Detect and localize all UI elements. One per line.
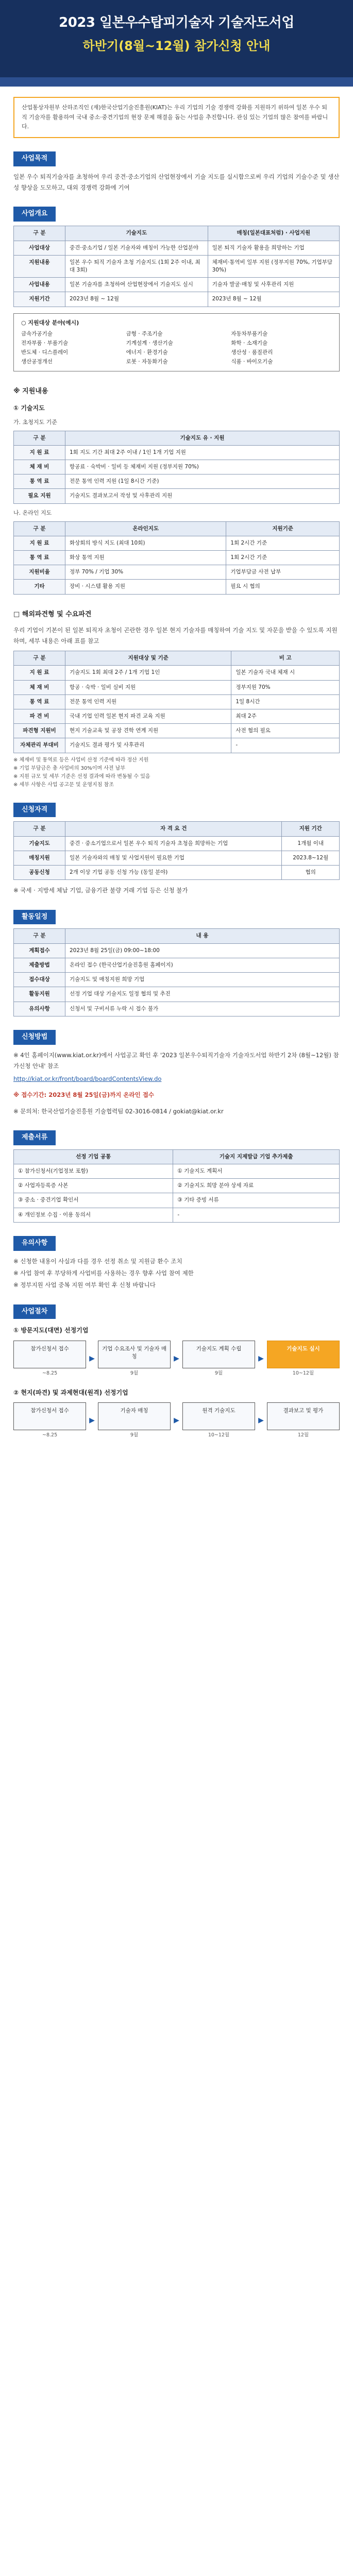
section-tag: 신청방법 bbox=[13, 1030, 56, 1045]
table-cell: 2023년 8월 25일(금) 09:00~18:00 bbox=[65, 943, 340, 958]
field-item: 식품 · 바이오기술 bbox=[231, 359, 273, 365]
flow-step: 참가신청서 접수 bbox=[13, 1341, 86, 1368]
table-row bbox=[14, 724, 340, 738]
documents-table bbox=[13, 1149, 340, 1223]
section-tag: 유의사항 bbox=[13, 1236, 56, 1251]
overview-table bbox=[13, 226, 340, 307]
flow-step: 기술자 매칭 bbox=[98, 1402, 171, 1430]
row-label: 기술지도 bbox=[14, 836, 65, 851]
row-label: 접수대상 bbox=[14, 973, 65, 987]
section-support bbox=[0, 387, 353, 594]
table-cell: 기술지도 1회 최대 2주 / 1개 기업 1인 bbox=[65, 666, 231, 680]
support-sub1b: 나. 온라인 지도 bbox=[13, 509, 52, 516]
table-cell: 전문 통역 인력 지원 bbox=[65, 694, 231, 709]
table-cell: - bbox=[173, 1208, 340, 1222]
section-tag: 신청자격 bbox=[13, 803, 56, 818]
table-row bbox=[14, 666, 340, 680]
row-label: 공동신청 bbox=[14, 866, 65, 880]
section-tag: 활동일정 bbox=[13, 910, 56, 925]
table-cell: 선정 기업 대상 기술지도 일정 협의 및 추진 bbox=[65, 987, 340, 1002]
table-cell: 중견 · 중소기업으로서 일본 우수 퇴직 기술자 초청을 희망하는 기업 bbox=[65, 836, 282, 851]
row-label: 계획접수 bbox=[14, 943, 65, 958]
support-table-1 bbox=[13, 431, 340, 504]
row-label: 파견형 지원비 bbox=[14, 724, 65, 738]
flow-step-wrap bbox=[13, 1341, 86, 1377]
table-cell: 화상회의 방식 지도 (최대 10회) bbox=[65, 536, 226, 550]
table-header: 기술지도 bbox=[65, 226, 208, 241]
row-label: 지 원 료 bbox=[14, 666, 65, 680]
table-cell: - bbox=[231, 738, 340, 753]
field-item: 생산성 · 품질관리 bbox=[231, 349, 273, 355]
section-caution bbox=[0, 1223, 353, 1291]
table-row bbox=[14, 536, 340, 550]
row-label: 통 역 료 bbox=[14, 474, 65, 489]
table-header: 내 용 bbox=[65, 929, 340, 943]
eligibility-note: ※ 국세 · 지방세 체납 기업, 금융기관 불량 거래 기업 등은 신청 불가 bbox=[13, 887, 188, 894]
table-row bbox=[14, 1164, 340, 1178]
row-label: 사업대상 bbox=[14, 241, 65, 255]
table-row bbox=[14, 565, 340, 580]
flow-step-wrap bbox=[182, 1341, 255, 1377]
table-header: 온라인지도 bbox=[65, 521, 226, 536]
support-title: ※ 지원내용 bbox=[13, 387, 48, 396]
flow-step-wrap bbox=[98, 1341, 171, 1377]
table-row bbox=[14, 851, 340, 865]
table-cell: 1일 8시간 bbox=[231, 694, 340, 709]
table-cell: 협의 bbox=[282, 866, 340, 880]
table-cell: 신청서 및 구비서류 누락 시 접수 불가 bbox=[65, 1002, 340, 1016]
field-item: 금속가공기술 bbox=[21, 330, 53, 337]
table-cell: 2023년 8월 ~ 12월 bbox=[65, 292, 208, 307]
table-cell: 사전 협의 필요 bbox=[231, 724, 340, 738]
row-label: 지 원 료 bbox=[14, 445, 65, 460]
flow-step-date: ~8.25 bbox=[42, 1370, 58, 1376]
table-cell: 기술지도 결과 평가 및 사후관리 bbox=[65, 738, 231, 753]
flow-step-date: 9월 bbox=[130, 1432, 139, 1438]
dispatch-table bbox=[13, 651, 340, 753]
header-banner bbox=[0, 0, 353, 87]
table-header: 구 분 bbox=[14, 521, 65, 536]
flow2-title: ② 현지(파견) 및 과제현대(원격) 선정기업 bbox=[13, 1388, 128, 1396]
note-item: ※ 기업 부담금은 총 사업비의 30%이며 사전 납부 bbox=[13, 765, 126, 771]
flow1-steps bbox=[13, 1341, 340, 1377]
flow-step: 기술지도 계획 수립 bbox=[182, 1341, 255, 1368]
table-header: 자 격 요 건 bbox=[65, 822, 282, 836]
table-header: 매칭(일본대표처럼) · 사업지원 bbox=[208, 226, 339, 241]
table-cell: 1회 2시간 기준 bbox=[226, 536, 340, 550]
table-row bbox=[14, 445, 340, 460]
table-row bbox=[14, 278, 340, 292]
table-row bbox=[14, 958, 340, 972]
table-row bbox=[14, 943, 340, 958]
table-cell: 체재비·통역비 일부 지원 (정부지원 70%, 기업부담 30%) bbox=[208, 255, 339, 277]
dispatch-title: □ 해외파견형 및 수요파견 bbox=[13, 610, 92, 618]
table-cell: 필요 시 협의 bbox=[226, 580, 340, 594]
table-cell: 장비 · 시스템 활용 지원 bbox=[65, 580, 226, 594]
dispatch-body: 우리 기업이 기본이 된 일본 퇴직자 초청이 곤란한 경우 일본 현지 기술자를 매칭하여 기술 지도 및 자문을 받을 수 있도록 지원하며, 세부 내용은 아래 표를 참고 bbox=[13, 626, 338, 645]
section-body: 일본 우수 퇴직기술자를 초청하여 우리 중견·중소기업의 산업현장에서 기술 지도를 실시함으로써 우리 기업의 기술수준 및 생산성 향상을 도모하고, 대외 경쟁력 강화에 기여 bbox=[13, 173, 340, 192]
field-item: 전자부품 · 부품기술 bbox=[21, 340, 69, 346]
arrow-right-icon: ▶ bbox=[89, 1416, 95, 1425]
table-header: 구 분 bbox=[14, 226, 65, 241]
section-process bbox=[0, 1291, 353, 1439]
field-item: 로봇 · 자동화기술 bbox=[126, 359, 168, 365]
flow1-title: ① 방문지도(대면) 선정기업 bbox=[13, 1327, 89, 1334]
table-row bbox=[14, 474, 340, 489]
section-documents bbox=[0, 1117, 353, 1223]
table-cell: ③ 중소 · 중견기업 확인서 bbox=[14, 1193, 173, 1208]
section-apply bbox=[0, 1016, 353, 1117]
flow-step-wrap bbox=[182, 1402, 255, 1439]
flow-step: 결과보고 및 평가 bbox=[267, 1402, 340, 1430]
table-row bbox=[14, 580, 340, 594]
table-cell: ④ 개인정보 수집 · 이용 동의서 bbox=[14, 1208, 173, 1222]
table-cell: 기업부담금 사전 납부 bbox=[226, 565, 340, 580]
intro-box: 산업통상자원부 산하조직인 (재)한국산업기술진흥원(KIAT)는 우리 기업의 기술 경쟁력 강화를 지원하기 위하여 일본 우수 퇴직 기술자를 활용하여 국내 중소·중견기업의 현장 문제 해결을 돕는 사업을 추진합니다. 관심 있는 기업의 많은 참여를 바랍니다. bbox=[13, 97, 340, 138]
arrow-right-icon: ▶ bbox=[89, 1354, 95, 1363]
table-row bbox=[14, 1179, 340, 1193]
row-label: 통 역 료 bbox=[14, 551, 65, 565]
field-grid bbox=[21, 330, 332, 366]
table-cell: 기술자 발굴·매칭 및 사후관리 지원 bbox=[208, 278, 339, 292]
table-cell: 중견·중소기업 / 일본 기술자와 매칭이 가능한 산업분야 bbox=[65, 241, 208, 255]
table-cell: 기술지도 결과보고서 작성 및 사후관리 지원 bbox=[65, 489, 340, 503]
table-cell: 정부 70% / 기업 30% bbox=[65, 565, 226, 580]
table-row bbox=[14, 292, 340, 307]
apply-body-3: ※ 문의처: 한국산업기술진흥원 기술협력팀 02-3016-0814 / gokiat@kiat.or.kr bbox=[13, 1107, 224, 1115]
row-label: 제출방법 bbox=[14, 958, 65, 972]
flow-step-wrap bbox=[267, 1402, 340, 1439]
field-item: 에너지 · 환경기술 bbox=[126, 349, 168, 355]
table-cell: 항공료 · 숙박비 · 일비 등 체재비 지원 (정부지원 70%) bbox=[65, 460, 340, 474]
flow-step-date: ~8.25 bbox=[42, 1432, 58, 1438]
caution-item: ※ 정부지원 사업 중복 지원 여부 확인 후 신청 바랍니다 bbox=[13, 1281, 156, 1289]
flow-step-highlight: 기술지도 실시 bbox=[267, 1341, 340, 1368]
row-label: 파 견 비 bbox=[14, 709, 65, 723]
table-header: 지원기준 bbox=[226, 521, 340, 536]
table-cell: 현지 기술교육 및 공장 견학 연계 지원 bbox=[65, 724, 231, 738]
note-item: ※ 지원 규모 및 세부 기준은 선정 결과에 따라 변동될 수 있음 bbox=[13, 773, 150, 779]
table-cell: ① 참가신청서(기업정보 포함) bbox=[14, 1164, 173, 1178]
eligibility-table bbox=[13, 821, 340, 880]
flow-step-wrap bbox=[98, 1402, 171, 1439]
arrow-right-icon: ▶ bbox=[258, 1416, 264, 1425]
flow-step-date: 10~12월 bbox=[208, 1432, 230, 1438]
table-cell: 일본 우수 퇴직 기술자 초청 기술지도 (1회 2주 이내, 최대 3회) bbox=[65, 255, 208, 277]
field-item: 금형 · 주조기술 bbox=[126, 330, 163, 337]
field-item: 반도체 · 디스플레이 bbox=[21, 349, 69, 355]
section-tag: 사업개요 bbox=[13, 207, 56, 222]
dispatch-notes bbox=[13, 756, 340, 789]
row-label: 지원비율 bbox=[14, 565, 65, 580]
flow-step: 참가신청서 접수 bbox=[13, 1402, 86, 1430]
table-cell: 일본 기술자와의 매칭 및 사업지원이 필요한 기업 bbox=[65, 851, 282, 865]
flow-step-date: 9월 bbox=[130, 1370, 139, 1376]
table-cell: 2023년 8월 ~ 12월 bbox=[208, 292, 339, 307]
table-row bbox=[14, 709, 340, 723]
support-sub1: ① 기술지도 bbox=[13, 404, 45, 412]
table-header: 지원 기간 bbox=[282, 822, 340, 836]
schedule-table bbox=[13, 928, 340, 1016]
table-cell: 항공 · 숙박 · 일비 실비 지원 bbox=[65, 680, 231, 694]
arrow-right-icon: ▶ bbox=[174, 1416, 179, 1425]
flow-step-wrap bbox=[267, 1341, 340, 1377]
table-cell: 2개 이상 기업 공동 신청 가능 (동일 분야) bbox=[65, 866, 282, 880]
section-overview bbox=[0, 193, 353, 371]
row-label: 지 원 료 bbox=[14, 536, 65, 550]
support-table-2 bbox=[13, 521, 340, 595]
caution-item: ※ 신청한 내용이 사실과 다를 경우 선정 취소 및 지원금 환수 조치 bbox=[13, 1257, 182, 1265]
table-cell: 일본 기술자를 초청하여 산업현장에서 기술지도 실시 bbox=[65, 278, 208, 292]
arrow-right-icon: ▶ bbox=[258, 1354, 264, 1363]
table-cell: 일본 퇴직 기술자 활용을 희망하는 기업 bbox=[208, 241, 339, 255]
table-header: 기술지 지제발급 기업 추가제출 bbox=[173, 1149, 340, 1164]
field-item: 생산공정개선 bbox=[21, 359, 53, 365]
flow2-steps bbox=[13, 1402, 340, 1439]
row-label: 필요 지원 bbox=[14, 489, 65, 503]
table-cell: 정부지원 70% bbox=[231, 680, 340, 694]
field-item: 자동차부품기술 bbox=[231, 330, 268, 337]
table-row bbox=[14, 973, 340, 987]
table-header: 기술지도 유 · 지원 bbox=[65, 431, 340, 445]
table-header: 구 분 bbox=[14, 822, 65, 836]
table-cell: 1회 2시간 기준 bbox=[226, 551, 340, 565]
table-cell: 일본 기술자 국내 체재 시 bbox=[231, 666, 340, 680]
table-cell: 국내 기업 인력 일본 현지 파견 교육 지원 bbox=[65, 709, 231, 723]
table-cell: 온라인 접수 (한국산업기술진흥원 홈페이지) bbox=[65, 958, 340, 972]
table-row bbox=[14, 866, 340, 880]
table-row bbox=[14, 694, 340, 709]
table-row bbox=[14, 738, 340, 753]
row-label: 매칭지원 bbox=[14, 851, 65, 865]
header-band bbox=[0, 77, 353, 87]
table-row bbox=[14, 241, 340, 255]
table-header: 지원대상 및 기준 bbox=[65, 651, 231, 666]
apply-body-1: ※ 4인 홈페이지(www.kiat.or.kr)에서 사업공고 확인 후 '2023 일본우수퇴직기술자 기술자도서업 하반기 2차 (8월~12월) 참가신청 안내' 참조 bbox=[13, 1051, 339, 1070]
field-box bbox=[13, 313, 340, 372]
flow-step: 원격 기술지도 bbox=[182, 1402, 255, 1430]
row-label: 유의사항 bbox=[14, 1002, 65, 1016]
table-cell: 2023.8~12월 bbox=[282, 851, 340, 865]
page-subtitle: 하반기(8월~12월) 참가신청 안내 bbox=[82, 38, 271, 53]
row-label: 체 재 비 bbox=[14, 460, 65, 474]
table-cell: 1회 지도 기간 최대 2주 이내 / 1인 1개 기업 지원 bbox=[65, 445, 340, 460]
table-header: 구 분 bbox=[14, 651, 65, 666]
table-row bbox=[14, 1208, 340, 1222]
table-header: 구 분 bbox=[14, 929, 65, 943]
flow-step: 기업 수요조사 및 기술자 매칭 bbox=[98, 1341, 171, 1368]
section-eligibility bbox=[0, 789, 353, 896]
caution-item: ※ 사업 참여 후 부당하게 사업비를 사용하는 경우 향후 사업 참여 제한 bbox=[13, 1269, 194, 1277]
table-cell: 1개월 이내 bbox=[282, 836, 340, 851]
arrow-right-icon: ▶ bbox=[174, 1354, 179, 1363]
row-label: 통 역 료 bbox=[14, 694, 65, 709]
field-box-title: ○ 지원대상 분야(예시) bbox=[21, 319, 79, 326]
page-title: 2023 일본우수탑피기술자 기술자도서업 bbox=[59, 15, 294, 30]
row-label: 활동지원 bbox=[14, 987, 65, 1002]
table-cell: ② 사업자등록증 사본 bbox=[14, 1179, 173, 1193]
table-row bbox=[14, 836, 340, 851]
row-label: 사업내용 bbox=[14, 278, 65, 292]
note-item: ※ 체재비 및 통역료 등은 사업비 산정 기준에 따라 정산 지원 bbox=[13, 757, 149, 763]
table-row bbox=[14, 255, 340, 277]
table-row bbox=[14, 460, 340, 474]
row-label: 자체관리 부대비 bbox=[14, 738, 65, 753]
section-schedule bbox=[0, 896, 353, 1016]
table-row bbox=[14, 489, 340, 503]
table-row bbox=[14, 1193, 340, 1208]
table-cell: 전문 통역 인력 지원 (1일 8시간 기준) bbox=[65, 474, 340, 489]
table-cell: ③ 기타 증빙 서류 bbox=[173, 1193, 340, 1208]
flow-step-date: 12월 bbox=[297, 1432, 309, 1438]
table-row bbox=[14, 1002, 340, 1016]
apply-link[interactable]: http://kiat.or.kr/front/board/boardContentsView.do bbox=[13, 1075, 162, 1083]
note-item: ※ 세부 사항은 사업 공고문 및 운영지침 참조 bbox=[13, 782, 114, 788]
section-purpose bbox=[0, 138, 353, 193]
table-row bbox=[14, 680, 340, 694]
table-cell: 최대 2주 bbox=[231, 709, 340, 723]
section-tag: 사업절차 bbox=[13, 1304, 56, 1319]
section-tag: 제출서류 bbox=[13, 1130, 56, 1145]
apply-body-2: ※ 접수기간: 2023년 8월 25일(금)까지 온라인 접수 bbox=[13, 1091, 154, 1099]
field-item: 화학 · 소재기술 bbox=[231, 340, 268, 346]
table-header: 구 분 bbox=[14, 431, 65, 445]
table-row bbox=[14, 551, 340, 565]
row-label: 체 재 비 bbox=[14, 680, 65, 694]
table-header: 비 고 bbox=[231, 651, 340, 666]
table-cell: 화상 통역 지원 bbox=[65, 551, 226, 565]
table-cell: 기술지도 및 매칭지원 희망 기업 bbox=[65, 973, 340, 987]
row-label: 기타 bbox=[14, 580, 65, 594]
flow-step-wrap bbox=[13, 1402, 86, 1439]
table-cell: ② 기술지도 희망 분야 상세 자료 bbox=[173, 1179, 340, 1193]
field-item: 기계설계 · 생산기술 bbox=[126, 340, 173, 346]
support-sub1a: 가. 초청지도 기준 bbox=[13, 418, 57, 426]
row-label: 지원내용 bbox=[14, 255, 65, 277]
row-label: 지원기간 bbox=[14, 292, 65, 307]
section-dispatch bbox=[0, 610, 353, 789]
table-row bbox=[14, 987, 340, 1002]
table-header: 선정 기업 공통 bbox=[14, 1149, 173, 1164]
flow-step-date: 10~12월 bbox=[292, 1370, 314, 1376]
table-cell: ① 기술지도 계획서 bbox=[173, 1164, 340, 1178]
flow-step-date: 9월 bbox=[214, 1370, 223, 1376]
section-tag: 사업목적 bbox=[13, 151, 56, 166]
